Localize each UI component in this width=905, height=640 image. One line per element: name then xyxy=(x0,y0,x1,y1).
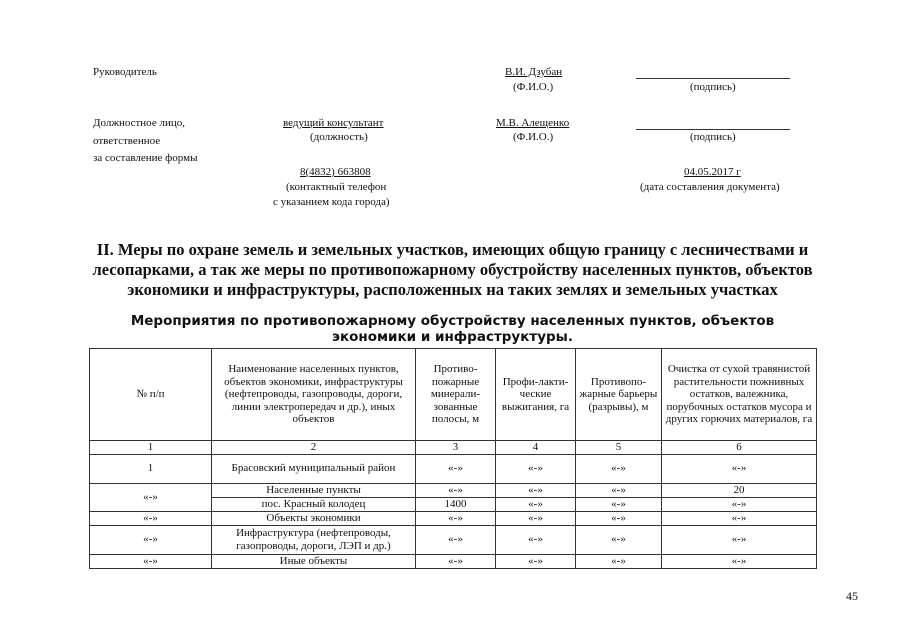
table-cell: «-» xyxy=(576,554,662,568)
column-number-row xyxy=(90,441,817,455)
table-cell: «-» xyxy=(416,483,496,497)
table-row xyxy=(90,525,817,554)
table-row xyxy=(90,483,817,497)
table-cell: Объекты экономики xyxy=(212,511,416,525)
table-cell: «-» xyxy=(662,525,817,554)
table-cell: «-» xyxy=(576,497,662,511)
position-caption: (должность) xyxy=(310,131,368,143)
table-cell: пос. Красный колодец xyxy=(212,497,416,511)
table-cell: 20 xyxy=(662,483,817,497)
column-number: 3 xyxy=(416,441,496,455)
table-cell: «-» xyxy=(496,525,576,554)
table-cell: «-» xyxy=(416,454,496,483)
table-cell: «-» xyxy=(416,525,496,554)
table-cell: 1400 xyxy=(416,497,496,511)
signature-line-2 xyxy=(636,129,790,130)
head-name: В.И. Дзубан xyxy=(505,66,563,78)
table-cell: «-» xyxy=(496,511,576,525)
phone-value: 8(4832) 663808 xyxy=(300,166,371,178)
header-cleanup: Очистка от сухой травянистой растительности пожнивных остатков, валежника, порубочных остатков мусора и других горючих материалов, га xyxy=(662,349,817,441)
table-row xyxy=(90,454,817,483)
head-label: Руководитель xyxy=(93,66,157,78)
signature-caption: (подпись) xyxy=(690,81,736,93)
header-mineralized-strips: Противо-пожарные минерали-зованные полосы, м xyxy=(416,349,496,441)
table-cell: «-» xyxy=(90,511,212,525)
header-object-name: Наименование населенных пунктов, объектов экономики, инфраструктуры (нефтепроводы, газопроводы, дороги, линии электропередач и др.), иных объектов xyxy=(212,349,416,441)
table-cell: Иные объекты xyxy=(212,554,416,568)
header-number: № п/п xyxy=(90,349,212,441)
header-preventive-burning: Профи-лакти-ческие выжигания, га xyxy=(496,349,576,441)
page-number: 45 xyxy=(846,589,858,603)
table-header-row xyxy=(90,349,817,441)
table-cell: «-» xyxy=(662,454,817,483)
header-fire-barriers: Противопо-жарные барьеры (разрывы), м xyxy=(576,349,662,441)
table-cell: «-» xyxy=(496,497,576,511)
table-cell: 1 xyxy=(90,454,212,483)
official-label-1: Должностное лицо, xyxy=(93,117,185,129)
table-cell: «-» xyxy=(662,511,817,525)
phone-caption-1: (контактный телефон xyxy=(286,181,387,193)
official-label-3: за составление формы xyxy=(93,152,198,164)
section-title: II. Меры по охране земель и земельных участков, имеющих общую границу с лесничествами и лесопарками, а так же меры по противопожарному обустройству населенных пунктов, объектов экономики и инфраструктуры, расположенных на таких землях и земельных участках xyxy=(92,240,813,299)
table-row xyxy=(90,554,817,568)
fio-caption: (Ф.И.О.) xyxy=(513,81,554,93)
position-value: ведущий консультант xyxy=(283,117,384,129)
column-number: 2 xyxy=(212,441,416,455)
table-subtitle: Мероприятия по противопожарному обустройству населенных пунктов, объектов экономики и инфраструктуры. xyxy=(130,313,775,345)
column-number: 6 xyxy=(662,441,817,455)
column-number: 4 xyxy=(496,441,576,455)
date-caption: (дата составления документа) xyxy=(640,181,780,193)
table-cell: «-» xyxy=(496,554,576,568)
table-cell: Инфраструктура (нефтепроводы, газопроводы, дороги, ЛЭП и др.) xyxy=(212,525,416,554)
table-cell: «-» xyxy=(576,483,662,497)
date-value: 04.05.2017 г xyxy=(684,166,741,178)
phone-caption-2: с указанием кода города) xyxy=(273,196,390,208)
measures-table xyxy=(89,348,817,569)
fio-caption-2: (Ф.И.О.) xyxy=(513,131,554,143)
signature-line xyxy=(636,78,790,79)
signature-caption-2: (подпись) xyxy=(690,131,736,143)
column-number: 1 xyxy=(90,441,212,455)
table-cell: Населенные пункты xyxy=(212,483,416,497)
table-cell: Брасовский муниципальный район xyxy=(212,454,416,483)
table-cell: «-» xyxy=(90,525,212,554)
table-cell: «-» xyxy=(576,454,662,483)
table-cell: «-» xyxy=(496,483,576,497)
table-cell: «-» xyxy=(496,454,576,483)
table-row xyxy=(90,511,817,525)
official-name: М.В. Алещенко xyxy=(496,117,570,129)
column-number: 5 xyxy=(576,441,662,455)
table-cell: «-» xyxy=(576,525,662,554)
table-cell: «-» xyxy=(576,511,662,525)
table-cell: «-» xyxy=(662,554,817,568)
table-cell: «-» xyxy=(662,497,817,511)
table-cell: «-» xyxy=(90,483,212,511)
official-label-2: ответственное xyxy=(93,135,161,147)
table-cell: «-» xyxy=(90,554,212,568)
table-cell: «-» xyxy=(416,511,496,525)
table-cell: «-» xyxy=(416,554,496,568)
